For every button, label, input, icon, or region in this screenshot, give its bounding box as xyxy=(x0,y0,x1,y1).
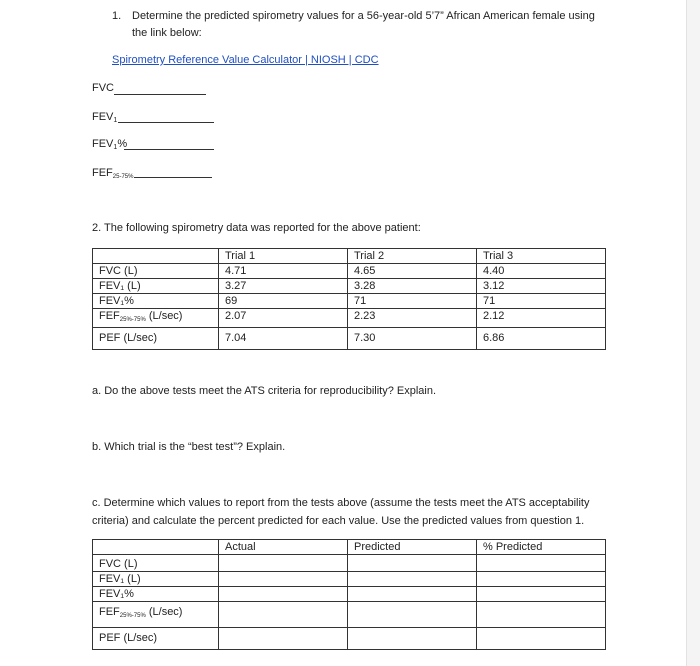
row-label: PEF (L/sec) xyxy=(93,328,219,350)
header-cell: Trial 2 xyxy=(348,249,477,264)
table-row xyxy=(93,628,606,650)
spirometry-data-table xyxy=(92,248,606,350)
header-cell: % Predicted xyxy=(477,540,606,555)
table-row xyxy=(93,602,606,628)
question-1-number: 1. xyxy=(112,10,122,22)
table-cell: 2.12 xyxy=(477,309,606,328)
table-cell: 7.30 xyxy=(348,328,477,350)
table-cell: 4.65 xyxy=(348,264,477,279)
table-header-row xyxy=(93,249,606,264)
answer-cell[interactable] xyxy=(348,602,477,628)
table-cell: 71 xyxy=(348,294,477,309)
row-label: FEV₁% xyxy=(93,587,219,602)
header-cell: Trial 1 xyxy=(219,249,348,264)
table-cell: 6.86 xyxy=(477,328,606,350)
row-label: FEV₁% xyxy=(93,294,219,309)
header-cell xyxy=(93,540,219,555)
answer-cell[interactable] xyxy=(477,572,606,587)
question-2-text: 2. The following spirometry data was reported for the above patient: xyxy=(92,222,421,234)
table-row xyxy=(93,279,606,294)
table-cell: 7.04 xyxy=(219,328,348,350)
header-cell: Predicted xyxy=(348,540,477,555)
answer-cell[interactable] xyxy=(219,555,348,572)
question-c-text: c. Determine which values to report from the tests above (assume the tests meet the ATS acceptability xyxy=(92,497,590,509)
row-label: $FEF_{25\%-75\%}$ (L/sec) xyxy=(93,602,219,628)
fev1-answer-blank[interactable] xyxy=(118,122,214,123)
table-cell: 69 xyxy=(219,294,348,309)
table-row xyxy=(93,294,606,309)
fef-answer-blank[interactable] xyxy=(134,177,212,178)
answer-cell[interactable] xyxy=(219,572,348,587)
row-label: FVC (L) xyxy=(93,264,219,279)
fev1-percent-field-label: $FEV_1\%$ xyxy=(92,138,128,151)
answer-cell[interactable] xyxy=(348,572,477,587)
question-1-text-line2: the link below: xyxy=(132,27,202,39)
question-1-text: Determine the predicted spirometry values for a 56-year-old 5’7” African American female using xyxy=(132,10,595,22)
table-cell: 4.40 xyxy=(477,264,606,279)
table-cell: 2.23 xyxy=(348,309,477,328)
fvc-field-label: FVC xyxy=(92,82,114,94)
answer-cell[interactable] xyxy=(219,628,348,650)
answer-cell[interactable] xyxy=(477,602,606,628)
question-a-text: a. Do the above tests meet the ATS criteria for reproducibility? Explain. xyxy=(92,385,437,397)
row-label: FEV₁ (L) xyxy=(93,572,219,587)
answer-cell[interactable] xyxy=(477,628,606,650)
table-row xyxy=(93,309,606,328)
spirometry-calculator-link[interactable]: Spirometry Reference Value Calculator | NIOSH | CDC xyxy=(112,54,379,66)
row-label: PEF (L/sec) xyxy=(93,628,219,650)
row-label: $FEF_{25\%-75\%}$ (L/sec) xyxy=(93,309,219,328)
question-b-text: b. Which trial is the “best test”? Explain. xyxy=(92,441,286,453)
table-cell: 71 xyxy=(477,294,606,309)
question-c-text-line2: criteria) and calculate the percent predicted for each value. Use the predicted values from question 1. xyxy=(92,515,585,527)
answer-cell[interactable] xyxy=(477,587,606,602)
table-row xyxy=(93,328,606,350)
answer-cell[interactable] xyxy=(219,602,348,628)
table-row xyxy=(93,587,606,602)
answer-cell[interactable] xyxy=(348,555,477,572)
fev1-field-label: $FEV_1$ xyxy=(92,111,118,124)
answer-cell[interactable] xyxy=(348,628,477,650)
answer-cell[interactable] xyxy=(477,555,606,572)
table-cell: 2.07 xyxy=(219,309,348,328)
table-row xyxy=(93,264,606,279)
header-cell: Trial 3 xyxy=(477,249,606,264)
fvc-answer-blank[interactable] xyxy=(114,94,206,95)
row-label: FVC (L) xyxy=(93,555,219,572)
table-cell: 3.12 xyxy=(477,279,606,294)
header-cell: Actual xyxy=(219,540,348,555)
table-cell: 3.28 xyxy=(348,279,477,294)
percent-predicted-table xyxy=(92,539,606,650)
header-cell xyxy=(93,249,219,264)
answer-cell[interactable] xyxy=(348,587,477,602)
fef-field-label: $FEF_{25-75\%}$ xyxy=(92,167,134,180)
table-row xyxy=(93,572,606,587)
table-cell: 4.71 xyxy=(219,264,348,279)
row-label: FEV₁ (L) xyxy=(93,279,219,294)
fev1-percent-answer-blank[interactable] xyxy=(124,149,214,150)
table-header-row xyxy=(93,540,606,555)
answer-cell[interactable] xyxy=(219,587,348,602)
table-cell: 3.27 xyxy=(219,279,348,294)
table-row xyxy=(93,555,606,572)
